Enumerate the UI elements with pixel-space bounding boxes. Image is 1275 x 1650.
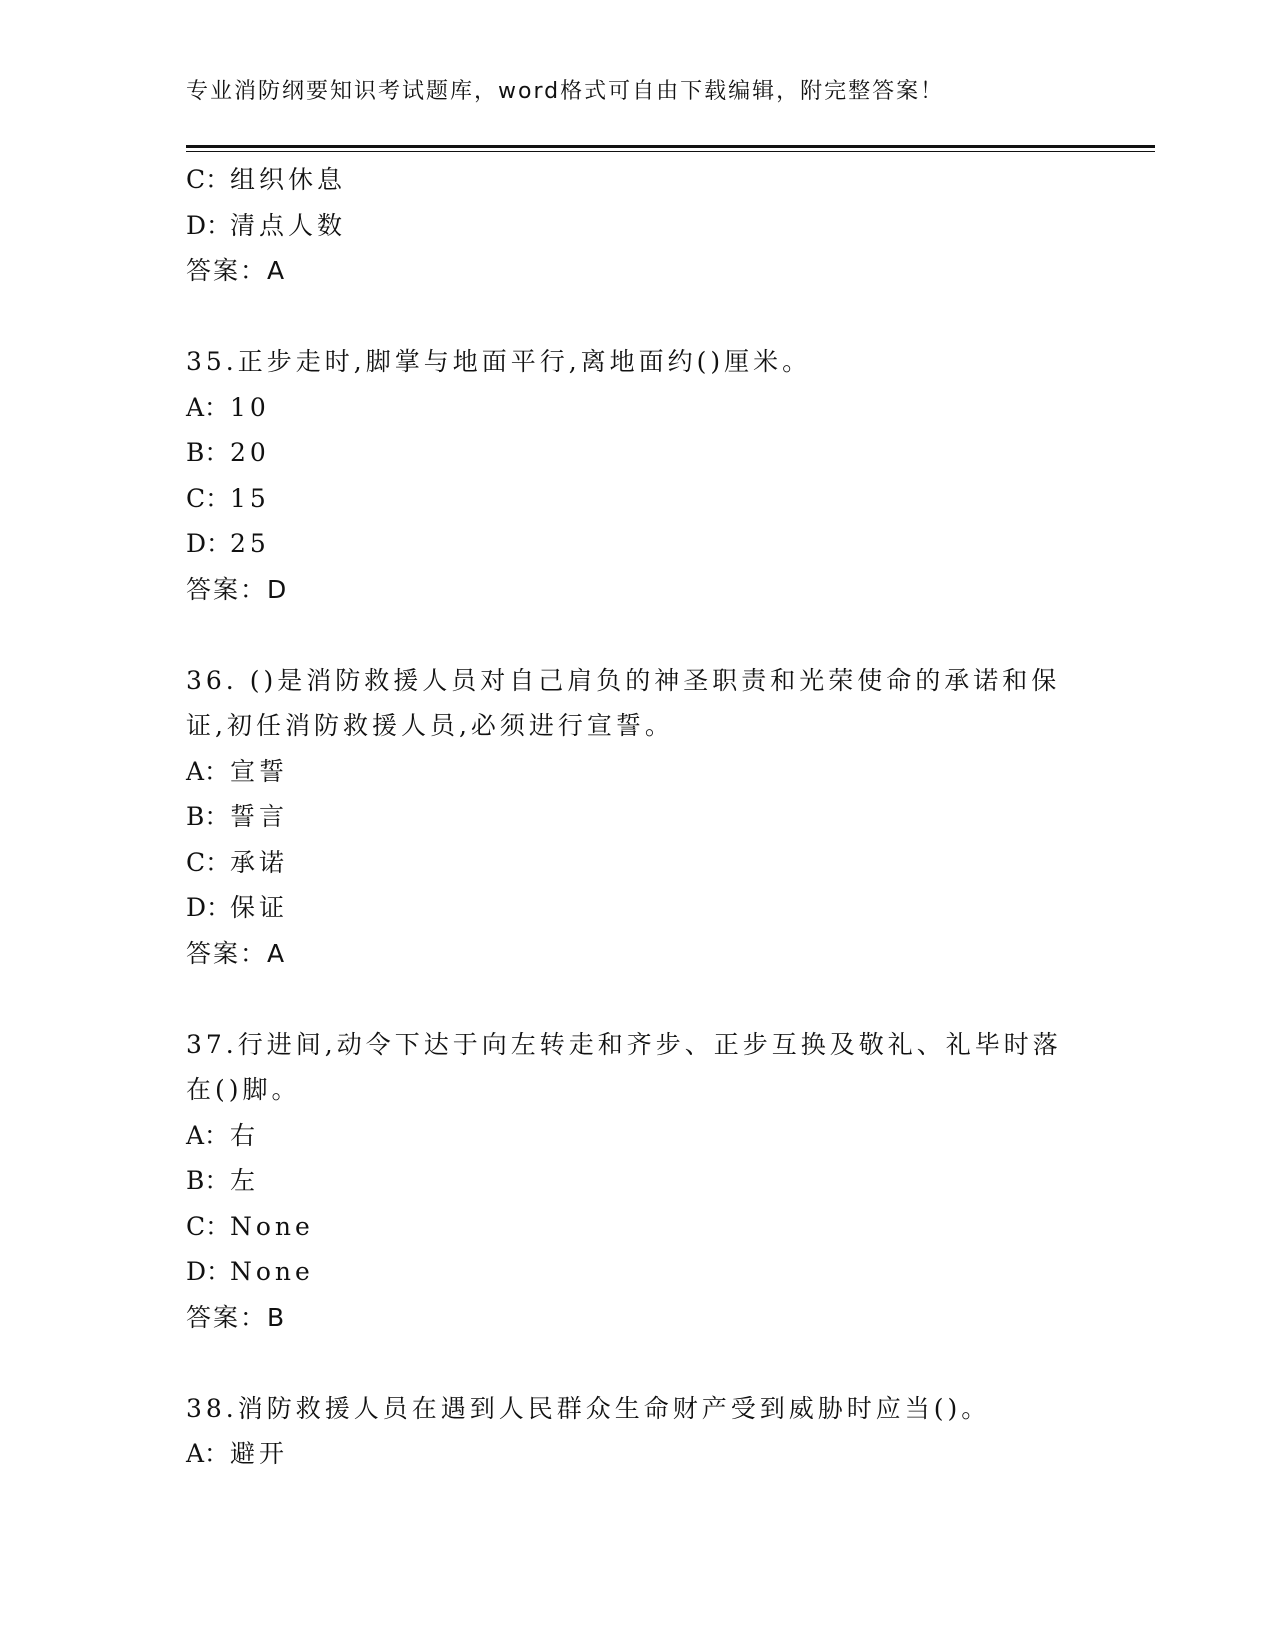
answer-line: 答案：A — [186, 938, 287, 968]
answer-line: 答案：B — [186, 1302, 287, 1332]
option-label: B： — [186, 1166, 230, 1195]
question-36-text-line2: 证,初任消防救援人员,必须进行宣誓。 — [186, 711, 674, 740]
option-label: A： — [186, 756, 230, 786]
option-text: None — [230, 1211, 314, 1241]
question-37-text-line1: 37.行进间,动令下达于向左转走和齐步、正步互换及敬礼、礼毕时落 — [186, 1029, 1062, 1059]
option-label: C： — [186, 847, 231, 877]
spacer — [186, 1340, 1066, 1386]
option-d — [186, 203, 1066, 249]
option-d — [186, 1249, 1066, 1295]
option-label: A： — [186, 1439, 230, 1468]
option-text: 20 — [230, 438, 270, 467]
option-text: 15 — [230, 483, 270, 513]
question-37-text-line2: 在()脚。 — [186, 1075, 301, 1104]
spacer — [186, 976, 1066, 1022]
question-36-text-line1: 36. ()是消防救援人员对自己肩负的神圣职责和光荣使命的承诺和保 — [186, 665, 1061, 695]
option-text: 组织休息 — [230, 165, 347, 194]
option-text: 宣誓 — [230, 756, 289, 786]
option-b — [186, 430, 1066, 476]
option-label: C： — [186, 1211, 231, 1241]
option-d — [186, 521, 1066, 567]
option-label: A： — [186, 1120, 230, 1150]
option-text: 左 — [230, 1166, 260, 1195]
option-text: 10 — [230, 392, 270, 422]
option-label: B： — [186, 438, 230, 467]
option-text: 25 — [230, 529, 270, 558]
question-38-text: 38.消防救援人员在遇到人民群众生命财产受到威胁时应当()。 — [186, 1393, 991, 1423]
option-label: D： — [186, 529, 232, 558]
option-b — [186, 794, 1066, 840]
header-rule-thick — [186, 145, 1155, 148]
header-rule-thin — [186, 151, 1155, 152]
option-label: D： — [186, 210, 232, 240]
option-label: B： — [186, 802, 230, 831]
option-text: None — [230, 1257, 314, 1286]
option-a — [186, 749, 1066, 795]
option-a — [186, 1113, 1066, 1159]
answer-line: 答案：D — [186, 574, 289, 604]
option-text: 避开 — [230, 1439, 289, 1468]
option-c — [186, 476, 1066, 522]
spacer — [186, 294, 1066, 340]
page-header: 专业消防纲要知识考试题库，word格式可自由下载编辑，附完整答案！ — [186, 79, 945, 104]
option-label: D： — [186, 893, 232, 922]
option-text: 清点人数 — [230, 210, 347, 240]
option-label: C： — [186, 165, 231, 194]
option-text: 保证 — [230, 893, 289, 922]
answer-line: 答案：A — [186, 256, 287, 285]
question-35-text: 35.正步走时,脚掌与地面平行,离地面约()厘米。 — [186, 347, 812, 376]
option-a — [186, 385, 1066, 431]
option-text: 承诺 — [230, 847, 289, 877]
option-a — [186, 1431, 1066, 1477]
option-label: C： — [186, 483, 231, 513]
option-label: D： — [186, 1257, 232, 1286]
option-b — [186, 1158, 1066, 1204]
option-c — [186, 157, 1066, 203]
option-label: A： — [186, 392, 230, 422]
question-list — [186, 157, 1066, 1477]
spacer — [186, 612, 1066, 658]
option-c — [186, 1204, 1066, 1250]
option-c — [186, 840, 1066, 886]
option-text: 誓言 — [230, 802, 289, 831]
option-d — [186, 885, 1066, 931]
option-text: 右 — [230, 1120, 260, 1150]
